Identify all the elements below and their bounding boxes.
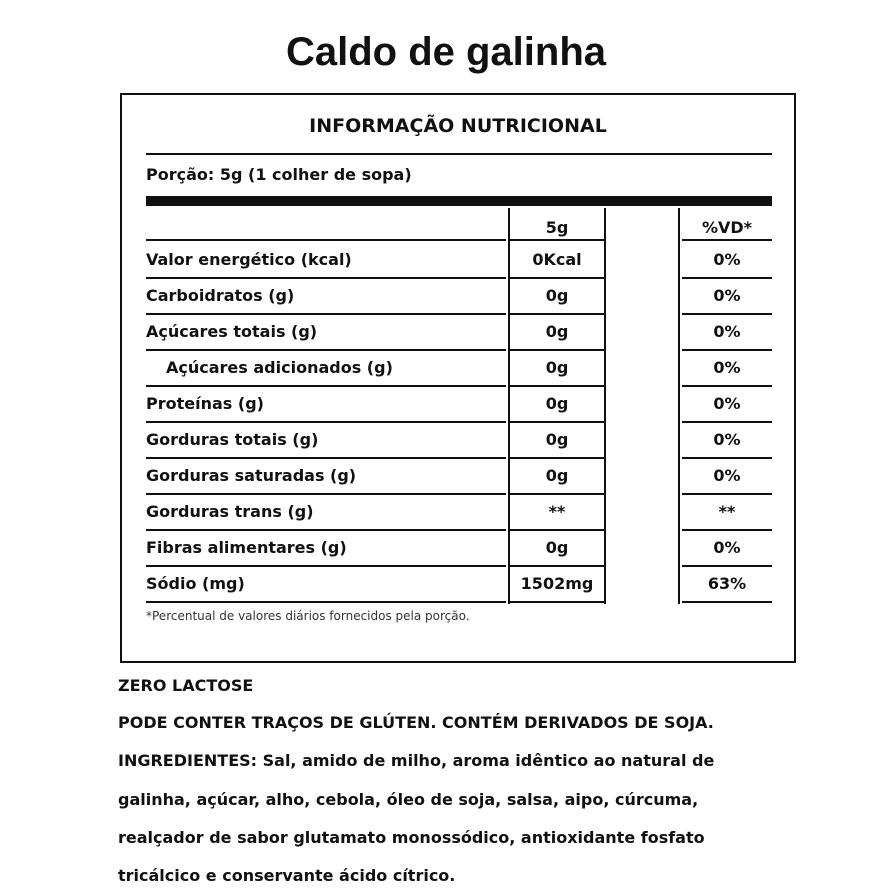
nutrient-daily-value: 0%	[713, 430, 741, 449]
ingredients-line: tricálcico e conservante ácido cítrico.	[118, 866, 456, 885]
row-underline	[510, 601, 604, 603]
nutrition-row	[122, 495, 794, 531]
nutrient-daily-value: **	[718, 502, 736, 521]
nutrition-row	[122, 351, 794, 387]
ingredients-line: galinha, açúcar, alho, cebola, óleo de soja, salsa, aipo, cúrcuma,	[118, 790, 699, 809]
serving-size: Porção: 5g (1 colher de sopa)	[146, 165, 412, 184]
lactose-notice: ZERO LACTOSE	[118, 676, 254, 695]
nutrient-label: Valor energético (kcal)	[146, 250, 352, 269]
nutrient-daily-value: 0%	[713, 466, 741, 485]
column-header-serving: 5g	[545, 218, 569, 237]
nutrient-daily-value: 0%	[713, 538, 741, 557]
nutrient-daily-value: 0%	[713, 358, 741, 377]
nutrition-row	[122, 315, 794, 351]
nutrient-label: Açúcares adicionados (g)	[166, 358, 393, 377]
ingredients-line: realçador de sabor glutamato monossódico, antioxidante fosfato	[118, 828, 705, 847]
nutrient-daily-value: 0%	[713, 322, 741, 341]
nutrient-daily-value: 0%	[713, 286, 741, 305]
nutrient-amount: **	[548, 502, 566, 521]
nutrient-amount: 0g	[545, 430, 569, 449]
nutrient-daily-value: 0%	[713, 250, 741, 269]
nutrition-facts-panel	[120, 93, 796, 663]
nutrient-label: Proteínas (g)	[146, 394, 264, 413]
nutrient-label: Gorduras saturadas (g)	[146, 466, 357, 485]
nutrient-amount: 0g	[545, 322, 569, 341]
nutrient-amount: 0g	[545, 394, 569, 413]
nutrition-row	[122, 531, 794, 567]
header-underline	[510, 239, 604, 241]
nutrient-label: Gorduras trans (g)	[146, 502, 314, 521]
nutrient-label: Carboidratos (g)	[146, 286, 295, 305]
nutrient-amount: 0g	[545, 466, 569, 485]
row-underline	[146, 601, 506, 603]
nutrition-row	[122, 567, 794, 603]
thick-divider	[146, 196, 772, 206]
header-underline	[682, 239, 772, 241]
allergen-notice: PODE CONTER TRAÇOS DE GLÚTEN. CONTÉM DERIVADOS DE SOJA.	[118, 713, 714, 732]
nutrient-amount: 0g	[545, 358, 569, 377]
header-underline	[146, 239, 506, 241]
nutrition-row	[122, 423, 794, 459]
nutrient-daily-value: 0%	[713, 394, 741, 413]
nutrient-amount: 1502mg	[520, 574, 594, 593]
nutrient-label: Açúcares totais (g)	[146, 322, 318, 341]
nutrition-row	[122, 459, 794, 495]
divider	[146, 153, 772, 155]
nutrition-row	[122, 387, 794, 423]
nutrient-label: Sódio (mg)	[146, 574, 245, 593]
nutrition-heading: INFORMAÇÃO NUTRICIONAL	[309, 115, 607, 137]
column-separator	[508, 208, 510, 604]
footnote: *Percentual de valores diários fornecidos pela porção.	[146, 609, 470, 623]
nutrient-amount: 0g	[545, 286, 569, 305]
nutrition-row	[122, 279, 794, 315]
nutrient-label: Fibras alimentares (g)	[146, 538, 347, 557]
column-header-vd: %VD*	[701, 218, 753, 237]
nutrient-daily-value: 63%	[707, 574, 747, 593]
row-underline	[682, 601, 772, 603]
nutrient-label: Gorduras totais (g)	[146, 430, 319, 449]
nutrition-row	[122, 243, 794, 279]
ingredients-line: INGREDIENTES: Sal, amido de milho, aroma idêntico ao natural de	[118, 751, 715, 770]
nutrient-amount: 0g	[545, 538, 569, 557]
column-separator	[678, 208, 680, 604]
nutrient-amount: 0Kcal	[532, 250, 582, 269]
product-title: Caldo de galinha	[285, 30, 607, 74]
column-separator	[604, 208, 606, 604]
